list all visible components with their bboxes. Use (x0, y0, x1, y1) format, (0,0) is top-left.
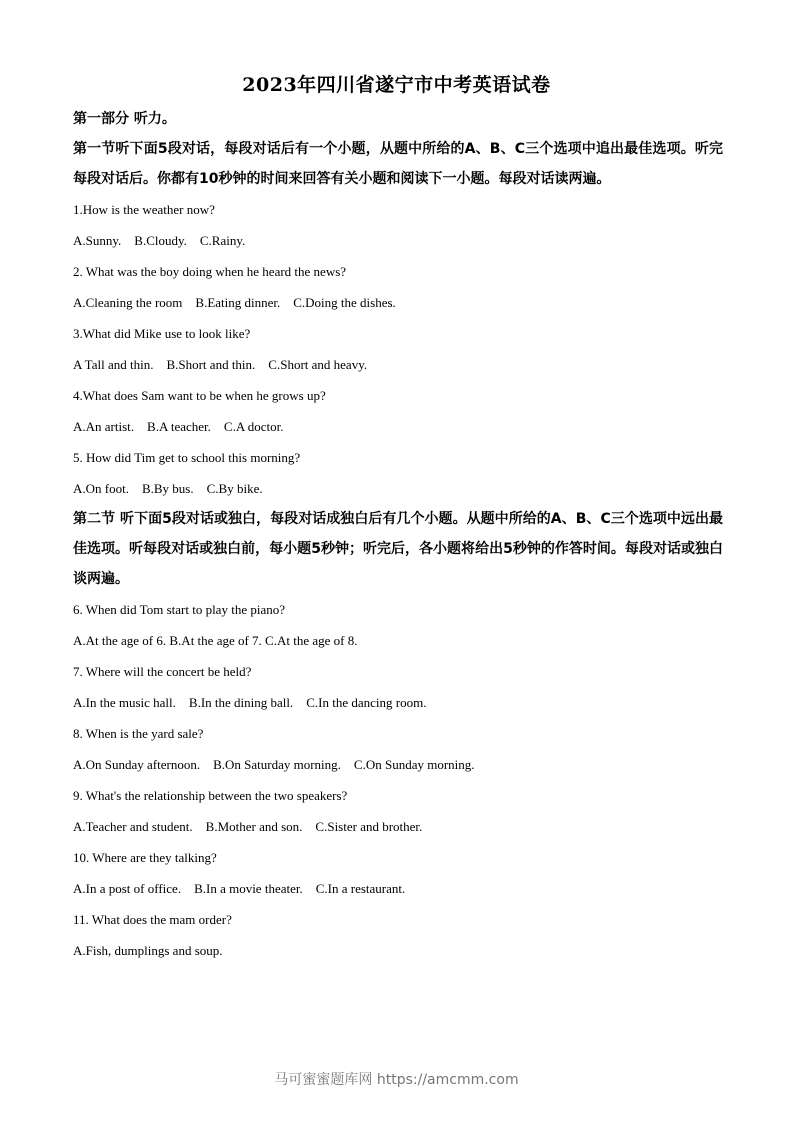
options-9: A.Teacher and student. B.Mother and son. C.Sister and brother. (73, 819, 423, 834)
section2-questions (73, 594, 723, 966)
options-7: A.In the music hall. B.In the dining ball. C.In the dancing room. (73, 695, 427, 710)
options-6: A.At the age of 6. B.At the age of 7. C.At the age of 8. (73, 633, 358, 648)
options-5: A.On foot. B.By bus. C.By bike. (73, 481, 263, 496)
footer-watermark: 马可蜜蜜题库网 https://amcmm.com (274, 1072, 519, 1088)
options-3: A Tall and thin. B.Short and thin. C.Short and heavy. (73, 357, 368, 372)
question-1: 1.How is the weather now? (73, 202, 215, 217)
question-9: 9. What's the relationship between the two speakers? (73, 788, 348, 803)
exam-title: 2023年四川省遂宁市中考英语试卷 (242, 74, 551, 96)
part1-heading: 第一部分 听力。 (73, 111, 176, 127)
options-4: A.An artist. B.A teacher. C.A doctor. (73, 419, 284, 434)
question-4: 4.What does Sam want to be when he grows up? (73, 388, 326, 403)
question-11: 11. What does the mam order? (73, 912, 232, 927)
section1-questions (73, 194, 723, 504)
options-8: A.On Sunday afternoon. B.On Saturday morning. C.On Sunday morning. (73, 757, 475, 772)
section1-instructions: 第一节听下面5段对话，每段对话后有一个小题，从题中所给的A、B、C三个选项中追出最佳选项。听完每段对话后。你都有10秒钟的时间来回答有关小题和阅读下一小题。每段对话读两遍。 (73, 141, 723, 187)
question-3: 3.What did Mike use to look like? (73, 326, 251, 341)
question-5: 5. How did Tim get to school this morning? (73, 450, 301, 465)
options-11: A.Fish, dumplings and soup. (73, 943, 223, 958)
question-7: 7. Where will the concert be held? (73, 664, 252, 679)
options-1: A.Sunny. B.Cloudy. C.Rainy. (73, 233, 246, 248)
exam-content (73, 106, 723, 966)
options-2: A.Cleaning the room B.Eating dinner. C.Doing the dishes. (73, 295, 396, 310)
options-10: A.In a post of office. B.In a movie theater. C.In a restaurant. (73, 881, 406, 896)
question-8: 8. When is the yard sale? (73, 726, 204, 741)
question-10: 10. Where are they talking? (73, 850, 217, 865)
question-2: 2. What was the boy doing when he heard the news? (73, 264, 347, 279)
section2-instructions: 第二节 听下面5段对话或独白，每段对话成独白后有几个小题。从题中所给的A、B、C三个选项中远出最佳选项。听每段对话或独白前，每小题5秒钟；听完后，各小题将给出5秒钟的作答时间。每段对话或独白谈两遍。 (73, 511, 723, 587)
question-6: 6. When did Tom start to play the piano? (73, 602, 285, 617)
